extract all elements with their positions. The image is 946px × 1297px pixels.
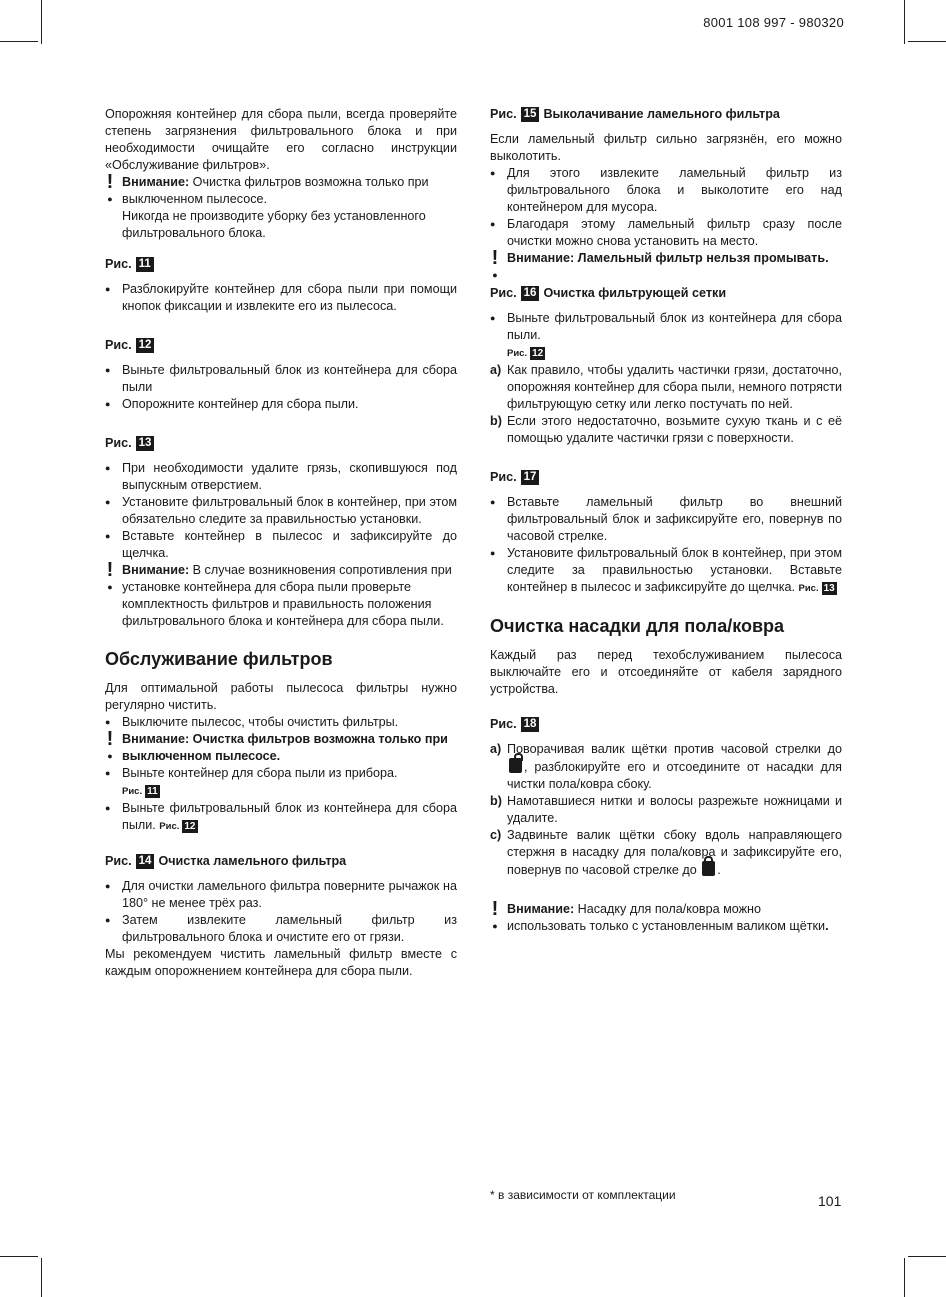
figure-number-badge: 13	[823, 583, 835, 594]
lock-icon	[702, 861, 715, 876]
footnote: * в зависимости от комплектации	[490, 1188, 676, 1202]
instruction-list	[105, 460, 457, 562]
list-item: ● При необходимости удалите грязь, скопившуюся под выпускным отверстием.	[105, 460, 457, 494]
warning-note: ! ● Внимание: Ламельный фильтр нельзя промывать.	[491, 247, 829, 280]
figure-ref-18: Рис. 18	[490, 716, 842, 733]
list-item: ● Затем извлеките ламельный фильтр из фильтровального блока и очистите его от грязи.	[105, 912, 457, 946]
intro-paragraph: Опорожняя контейнер для сбора пыли, всегда проверяйте степень загрязнения фильтровального блока и при необходимости очищайте его согласно инструкции «Обслуживание фильтров».	[105, 107, 457, 172]
crop-mark	[904, 1258, 905, 1297]
crop-mark	[908, 41, 946, 42]
figure-ref-12: Рис. 12	[105, 337, 457, 354]
figure-ref-17: Рис. 17	[490, 469, 842, 486]
list-item: ● Благодаря этому ламельный фильтр сразу после очистки можно снова установить на место.	[490, 216, 842, 250]
list-item: ● Вставьте контейнер в пылесос и зафиксируйте до щелчка.	[105, 528, 457, 562]
warning-icon: !	[106, 559, 114, 581]
warning-icon: !	[491, 247, 499, 269]
instruction-list	[105, 362, 457, 413]
section-heading: Обслуживание фильтров	[105, 649, 333, 669]
list-item: ● Выньте фильтровальный блок из контейнера для сбора пыли. Рис. 12	[105, 800, 457, 835]
warning-icon: !	[491, 898, 499, 920]
warning-icon: !	[106, 171, 114, 193]
step-a: a) Как правило, чтобы удалить частички грязи, достаточно, опорожняя контейнер для сбора пыли, немного потрясти фильтрующую сетку или легко постучать по ней.	[490, 363, 842, 411]
step-b: b) Если этого недостаточно, возьмите сухую ткань и с её помощью удалите частички грязи с поверхности.	[490, 414, 842, 445]
instruction-list	[490, 310, 842, 362]
figure-number-badge: 11	[147, 786, 158, 797]
list-item: ● Для очистки ламельного фильтра поверните рычажок на 180° не менее трёх раз.	[105, 878, 457, 912]
instruction-list	[105, 878, 457, 946]
list-item: ● Выньте контейнер для сбора пыли из прибора. Рис. 11	[105, 765, 457, 800]
figure-number-badge: 17	[521, 470, 540, 485]
figure-number-badge: 13	[136, 436, 155, 451]
warning-note: ! ● Внимание: Очистка фильтров возможна только при выключенном пылесосе. Никогда не производите уборку без установленного фильтровального блока.	[106, 171, 429, 240]
figure-ref-16: Рис. 16 Очистка фильтрующей сетки	[490, 286, 727, 300]
page-number: 101	[818, 1193, 842, 1209]
unlock-icon	[509, 758, 522, 773]
figure-number-badge: 12	[136, 338, 155, 353]
instruction-list	[105, 765, 457, 835]
instruction-list	[105, 281, 457, 315]
step-b: b) Намотавшиеся нитки и волосы разрежьте ножницами и удалите.	[490, 794, 842, 825]
figure-number-badge: 18	[521, 717, 540, 732]
list-item: ● Для этого извлеките ламельный фильтр из фильтровального блока и выколотите его над контейнером для мусора.	[490, 165, 842, 216]
crop-mark	[908, 1256, 946, 1257]
list-item: ● Установите фильтровальный блок в контейнер, при этом следите за правильностью установки. Вставьте контейнер в пылесос и зафиксируйте до щелчка. Рис. 13	[490, 545, 842, 597]
recommendation-paragraph: Мы рекомендуем чистить ламельный фильтр вместе с каждым опорожнением контейнера для сбора пыли.	[105, 947, 457, 978]
crop-mark	[904, 0, 905, 44]
figure-number-badge: 12	[184, 821, 196, 832]
list-item: ● Вставьте ламельный фильтр во внешний фильтровальный блок и зафиксируйте его, повернув по часовой стрелке.	[490, 494, 842, 545]
figure-number-badge: 12	[532, 348, 544, 359]
document-code: 8001 108 997 - 980320	[703, 15, 844, 30]
warning-note: ! ● Внимание: Очистка фильтров возможна только при выключенном пылесосе.	[106, 728, 448, 763]
crop-mark	[41, 1258, 42, 1297]
instruction-list	[490, 494, 842, 597]
list-item: ● Выключите пылесос, чтобы очистить фильтры.	[105, 714, 457, 731]
figure-ref-15: Рис. 15 Выколачивание ламельного фильтра	[490, 107, 780, 121]
crop-mark	[0, 1256, 38, 1257]
crop-mark	[41, 0, 42, 44]
list-item: ● Разблокируйте контейнер для сбора пыли при помощи кнопок фиксации и извлеките его из пылесоса.	[105, 281, 457, 315]
section-heading: Очистка насадки для пола/ковра	[490, 616, 785, 636]
instruction-list	[105, 714, 457, 731]
list-item: ● Выньте фильтровальный блок из контейнера для сбора пыли. Рис. 12	[490, 310, 842, 362]
warning-note: ! ● Внимание: Насадку для пола/ковра можно использовать только с установленным валиком щётки.	[491, 898, 829, 933]
warning-note: ! ● Внимание: В случае возникновения сопротивления при установке контейнера для сбора пыли проверьте комплектность фильтров и правильность положения фильтровального блока и контейнера для сбора пыли.	[106, 559, 452, 628]
figure-number-badge: 16	[521, 286, 540, 301]
figure-number-badge: 15	[521, 107, 540, 122]
figure-ref-14: Рис. 14 Очистка ламельного фильтра	[105, 854, 347, 868]
section-intro: Для оптимальной работы пылесоса фильтры нужно регулярно чистить.	[105, 681, 457, 712]
warning-icon: !	[106, 728, 114, 750]
right-column	[490, 106, 842, 935]
left-column	[105, 106, 457, 980]
step-a: a) Поворачивая валик щётки против часовой стрелки до , разблокируйте его и отсоедините от насадки для чистки пола/ковра сбоку.	[490, 742, 842, 791]
figure-ref-11: Рис. 11	[105, 256, 457, 273]
figure-number-badge: 14	[136, 854, 155, 869]
list-item: ● Выньте фильтровальный блок из контейнера для сбора пыли	[105, 362, 457, 396]
figure-number-badge: 11	[136, 257, 154, 272]
crop-mark	[0, 41, 38, 42]
section-intro: Каждый раз перед техобслуживанием пылесоса выключайте его и отсоединяйте от кабеля зарядного устройства.	[490, 648, 842, 696]
list-item: ● Опорожните контейнер для сбора пыли.	[105, 396, 457, 413]
figure-intro: Если ламельный фильтр сильно загрязнён, его можно выколотить.	[490, 132, 842, 163]
step-c: c) Задвиньте валик щётки сбоку вдоль направляющего стержня в насадку для пола/ковра и зафиксируйте его, повернув по часовой стрелке до .	[490, 828, 842, 877]
instruction-list	[490, 165, 842, 250]
figure-ref-13: Рис. 13	[105, 435, 457, 452]
list-item: ● Установите фильтровальный блок в контейнер, при этом обязательно следите за правильностью установки.	[105, 494, 457, 528]
